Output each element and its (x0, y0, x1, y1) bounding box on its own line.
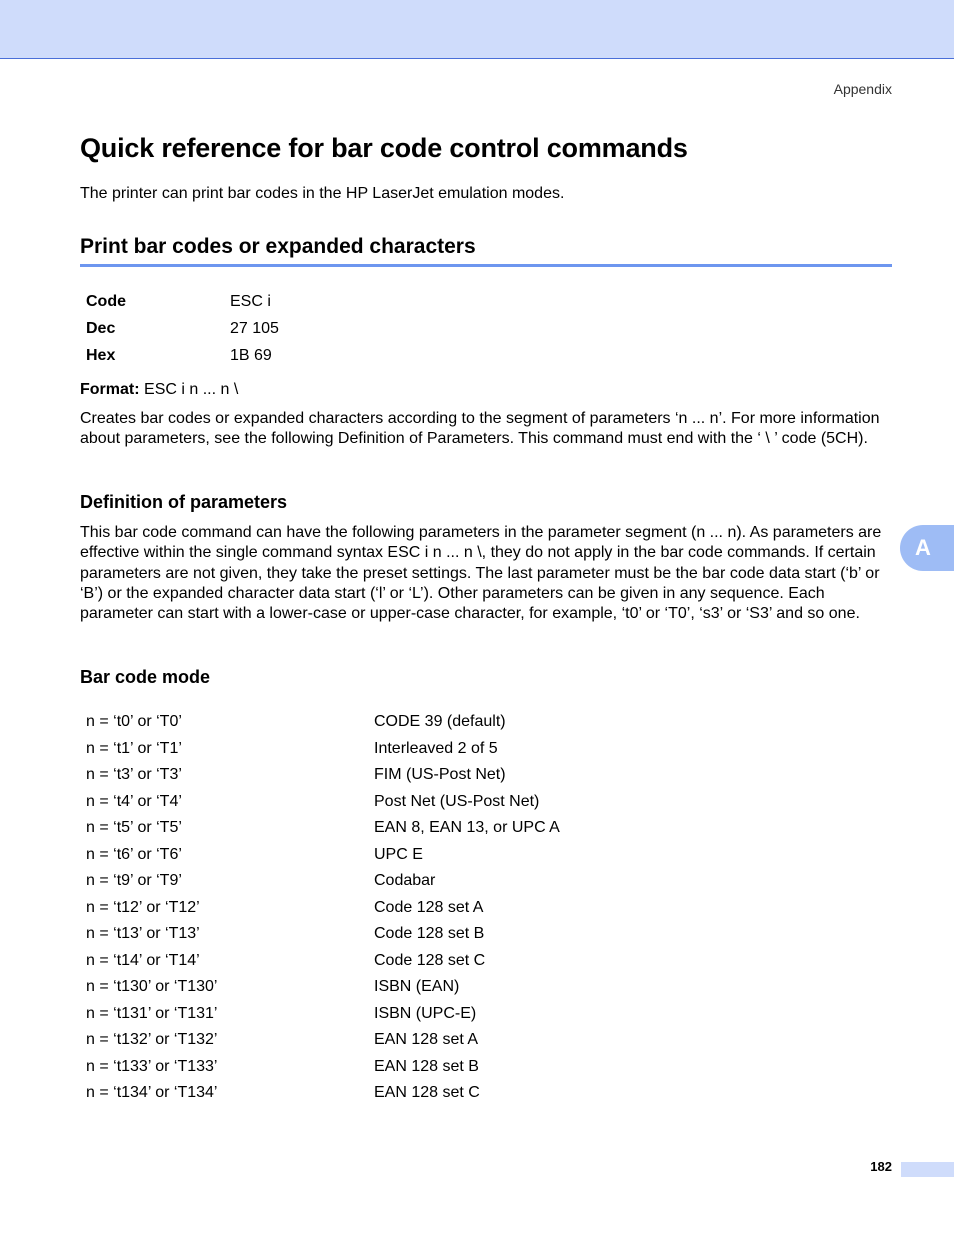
definition-text: This bar code command can have the following parameters in the parameter segment (n ... n). As parameters are effective within the single command syntax ESC i n ... n \, they do not apply in the bar code commands. If certain parameters are not given, they take the preset settings. The last parameter must be the bar code data start (‘b’ or ‘B’) or the expanded character data start (‘l’ or ‘L’). Other parameters can be given in any sequence. Each parameter can start with a lower-case or upper-case character, for example, ‘t0’ or ‘T0’, ‘s3’ or ‘S3’ and so one. (80, 524, 882, 623)
table-row (86, 846, 560, 873)
table-row (86, 899, 560, 926)
code-key: Hex (86, 347, 116, 364)
param-cell: n = ‘t6’ or ‘T6’ (86, 845, 182, 863)
code-key: Code (86, 293, 126, 310)
code-row (86, 347, 279, 374)
section-heading: Print bar codes or expanded characters (80, 235, 892, 267)
intro-text: The printer can print bar codes in the HP LaserJet emulation modes. (80, 185, 565, 202)
mode-cell: Codabar (374, 872, 436, 889)
format-line (80, 381, 238, 399)
mode-cell: ISBN (UPC-E) (374, 1004, 477, 1022)
param-cell: n = ‘t133’ or ‘T133’ (86, 1057, 218, 1075)
code-row (86, 320, 279, 347)
bar-code-mode-table (86, 713, 560, 1111)
page-title: Quick reference for bar code control commands (80, 133, 688, 163)
param-cell: n = ‘t12’ or ‘T12’ (86, 898, 200, 916)
mode-cell: Code 128 set A (374, 898, 484, 916)
table-row (86, 872, 560, 899)
mode-cell: Code 128 set B (374, 925, 485, 942)
param-cell: n = ‘t3’ or ‘T3’ (86, 766, 182, 783)
param-cell: n = ‘t9’ or ‘T9’ (86, 872, 182, 889)
mode-cell: EAN 8, EAN 13, or UPC A (374, 819, 560, 836)
mode-cell: FIM (US-Post Net) (374, 766, 506, 783)
table-row (86, 925, 560, 952)
table-row (86, 819, 560, 846)
table-row (86, 793, 560, 820)
table-row (86, 978, 560, 1005)
header-band (0, 0, 954, 59)
code-value: ESC i (230, 293, 271, 310)
param-cell: n = ‘t0’ or ‘T0’ (86, 713, 182, 730)
code-value: 1B 69 (230, 347, 272, 364)
mode-cell: EAN 128 set C (374, 1084, 480, 1101)
code-value: 27 105 (230, 320, 279, 337)
param-cell: n = ‘t130’ or ‘T130’ (86, 978, 218, 995)
mode-cell: Code 128 set C (374, 951, 486, 969)
mode-cell: CODE 39 (default) (374, 713, 506, 730)
table-row (86, 1005, 560, 1032)
format-label: Format: (80, 381, 140, 398)
code-key: Dec (86, 320, 116, 337)
param-cell: n = ‘t5’ or ‘T5’ (86, 819, 182, 836)
section-label: Appendix (833, 81, 892, 97)
definition-heading: Definition of parameters (80, 492, 288, 512)
mode-cell: Interleaved 2 of 5 (374, 739, 498, 757)
table-row (86, 740, 560, 767)
param-cell: n = ‘t134’ or ‘T134’ (86, 1084, 218, 1101)
table-row (86, 952, 560, 979)
table-row (86, 1031, 560, 1058)
appendix-tab: A (900, 525, 954, 571)
page-number-bar (901, 1162, 954, 1177)
param-cell: n = ‘t131’ or ‘T131’ (86, 1004, 218, 1022)
mode-cell: EAN 128 set A (374, 1031, 479, 1048)
code-row (86, 293, 279, 320)
page-number: 182 (870, 1159, 892, 1174)
mode-cell: UPC E (374, 845, 423, 863)
bar-code-mode-heading: Bar code mode (80, 667, 211, 687)
table-row (86, 713, 560, 740)
format-value: ESC i n ... n \ (144, 381, 239, 398)
description-text: Creates bar codes or expanded characters according to the segment of parameters ‘n ... n’. For more information about parameters, see the following Definition of Parameters. This command must end with the ‘ \ ’ code (5CH). (80, 410, 880, 448)
mode-cell: ISBN (EAN) (374, 978, 460, 995)
param-cell: n = ‘t14’ or ‘T14’ (86, 951, 200, 969)
param-cell: n = ‘t1’ or ‘T1’ (86, 739, 182, 757)
table-row (86, 766, 560, 793)
mode-cell: Post Net (US-Post Net) (374, 792, 540, 810)
param-cell: n = ‘t13’ or ‘T13’ (86, 925, 200, 942)
param-cell: n = ‘t132’ or ‘T132’ (86, 1031, 218, 1048)
mode-cell: EAN 128 set B (374, 1057, 479, 1075)
code-table (86, 293, 279, 374)
table-row (86, 1084, 560, 1111)
table-row (86, 1058, 560, 1085)
param-cell: n = ‘t4’ or ‘T4’ (86, 792, 182, 810)
